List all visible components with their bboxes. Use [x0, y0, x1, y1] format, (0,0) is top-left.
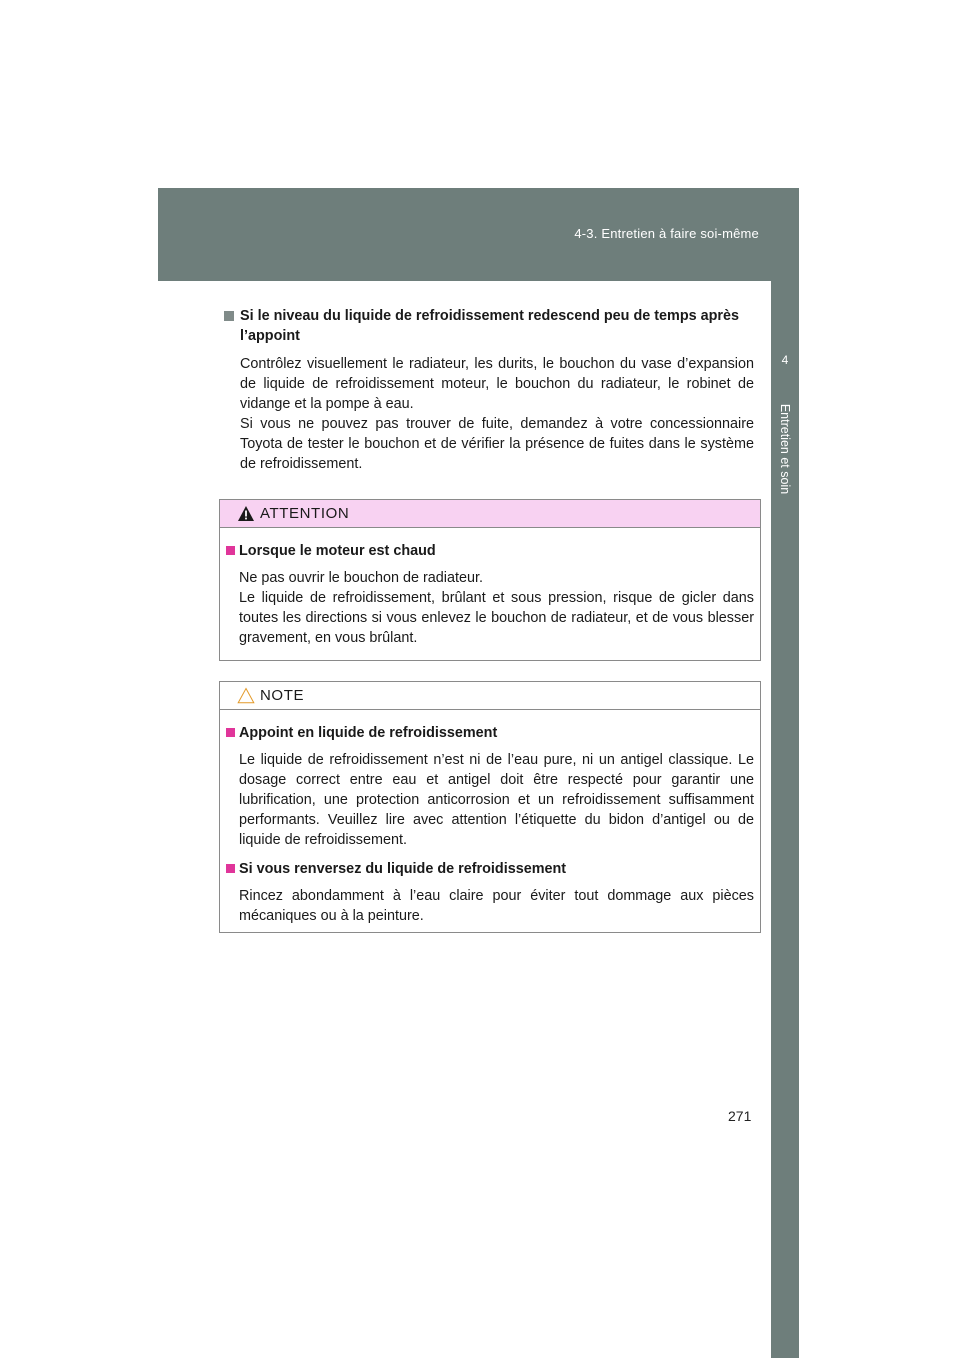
attention-header [220, 500, 760, 528]
attention-item-heading [226, 541, 754, 561]
attention-body [220, 528, 760, 648]
note-title: NOTE [260, 687, 305, 704]
note-header [220, 682, 760, 710]
note-item [226, 859, 754, 926]
header-band [158, 188, 799, 281]
page-number: 271 [728, 1108, 752, 1124]
warning-triangle-icon [237, 505, 255, 526]
attention-box [219, 499, 761, 661]
note-item-paragraph: Le liquide de refroidissement n’est ni de l’eau pure, ni un antigel classique. Le dosage correct entre eau et antigel doit être respecté pour garantir une lubrification, une protection anticorrosion et un refroidissement suffisamment performants. Veuillez lire avec attention l’étiquette du bidon d’antigel ou de liquide de refroidissement. [239, 752, 754, 848]
section-heading-text: Si le niveau du liquide de refroidissement redescend peu de temps après l’appoint [240, 308, 740, 344]
chapter-number: 4 [781, 353, 789, 367]
section-paragraph: Contrôlez visuellement le radiateur, les durits, le bouchon du vase d’expansion de liquide de refroidissement moteur, le bouchon du radiateur, le robinet de vidange et la pompe à eau. [240, 356, 754, 412]
attention-item-heading-text: Lorsque le moteur est chaud [239, 543, 436, 559]
square-bullet-icon [226, 546, 235, 555]
chapter-label: Entretien et soin [778, 403, 792, 495]
note-item-heading [226, 859, 754, 879]
attention-item-paragraph: Le liquide de refroidissement, brûlant et sous pression, risque de gicler dans toutes les directions si vous enlevez le bouchon de radiateur, et de vous blesser gravement, en vous brûlant. [239, 590, 754, 646]
note-box [219, 681, 761, 933]
note-item [226, 723, 754, 850]
square-bullet-icon [226, 728, 235, 737]
note-item-heading [226, 723, 754, 743]
breadcrumb: 4-3. Entretien à faire soi-même [574, 226, 759, 241]
note-item-heading-text: Appoint en liquide de refroidissement [239, 725, 498, 741]
note-item-heading-text: Si vous renversez du liquide de refroidissement [239, 861, 567, 877]
section-heading [224, 306, 754, 346]
square-bullet-icon [226, 864, 235, 873]
square-bullet-icon [224, 311, 234, 321]
attention-item [226, 541, 754, 648]
main-section [224, 306, 754, 474]
attention-item-paragraph: Ne pas ouvrir le bouchon de radiateur. [239, 570, 483, 586]
side-tab [771, 281, 799, 1358]
note-item-paragraph: Rincez abondamment à l’eau claire pour éviter tout dommage aux pièces mécaniques ou à la peinture. [239, 888, 754, 924]
note-body [220, 710, 760, 926]
section-paragraph: Si vous ne pouvez pas trouver de fuite, demandez à votre concessionnaire Toyota de tester le bouchon et de vérifier la présence de fuites dans le système de refroidissement. [240, 416, 754, 472]
attention-title: ATTENTION [260, 505, 350, 522]
caution-triangle-icon [237, 687, 255, 708]
